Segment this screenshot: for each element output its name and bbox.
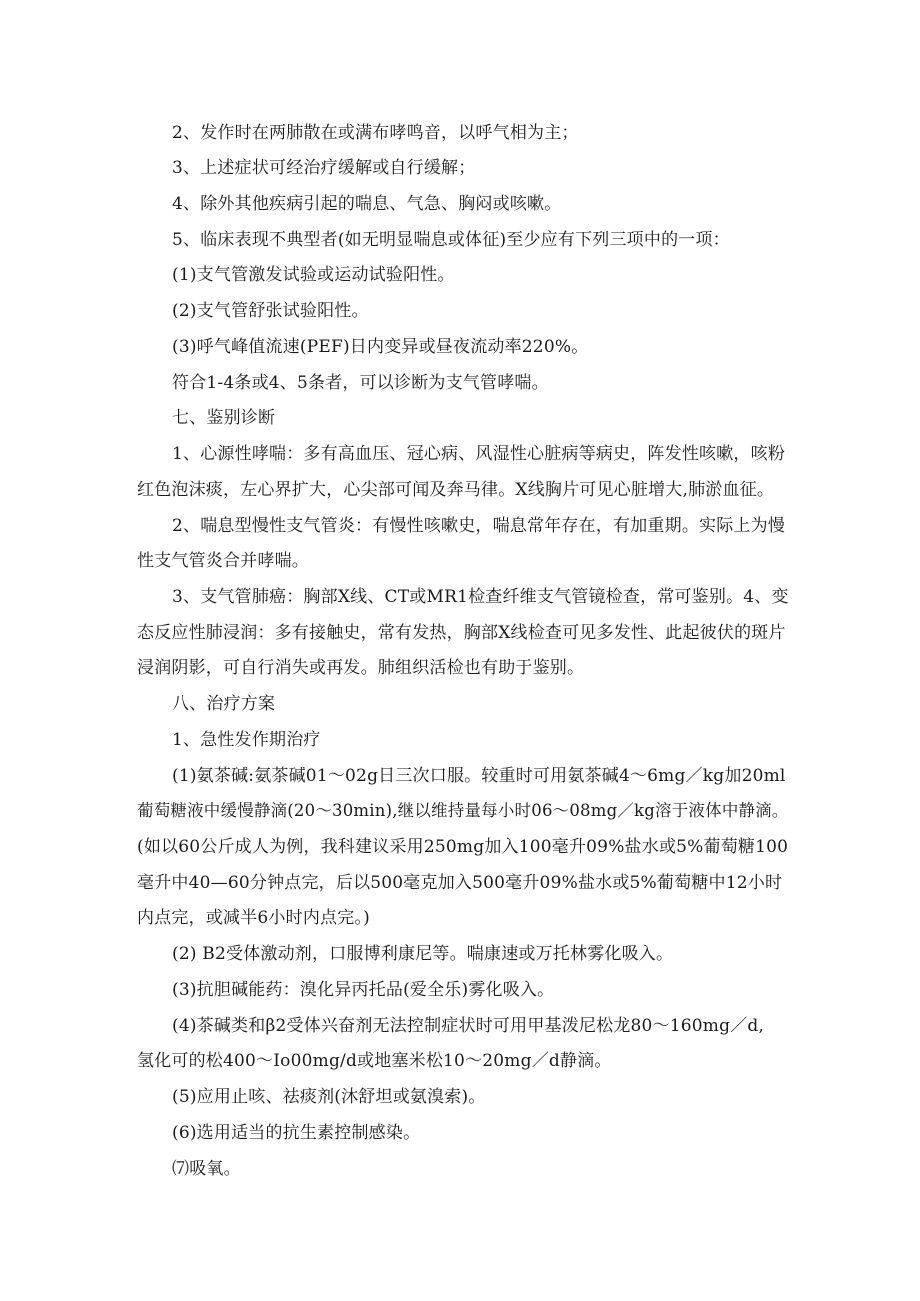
differential-3-line-1: 3、支气管肺癌：胸部X线、CT或MR1检查纤维支气管镜检查，常可鉴别。4、变 <box>172 587 789 607</box>
treatment-7: ⑺吸氧。 <box>172 1159 241 1179</box>
treatment-2: (2) B2受体激动剂，口服博利康尼等。喘康速或万托林雾化吸入。 <box>172 944 674 964</box>
criterion-5: 5、临床表现不典型者(如无明显喘息或体征)至少应有下列三项中的一项： <box>172 230 730 250</box>
criterion-5-item-2: (2)支气管舒张试验阳性。 <box>172 301 369 321</box>
treatment-4-line-1: (4)茶碱类和β2受体兴奋剂无法控制症状时可用甲基泼尼松龙80～160mg／d, <box>172 1016 765 1036</box>
treatment-subheading-acute: 1、急性发作期治疗 <box>172 730 321 750</box>
diagnosis-conclusion: 符合1-4条或4、5条者，可以诊断为支气管哮喘。 <box>172 373 549 393</box>
treatment-1-line-2: 葡萄糖液中缓慢静滴(20～30min),继以维持量每小时06～08mg／kg溶于液体中静滴。 <box>137 801 789 820</box>
treatment-5: (5)应用止咳、祛痰剂(沐舒坦或氨溴索)。 <box>172 1087 486 1107</box>
differential-3-line-3: 浸润阴影，可自行消失或再发。肺组织活检也有助于鉴别。 <box>137 658 585 678</box>
differential-2-line-2: 性支气管炎合并哮喘。 <box>137 551 309 571</box>
treatment-1-line-3: (如以60公斤成人为例，我科建议采用250mg加入100毫升09%盐水或5%葡萄糖100 <box>137 837 789 857</box>
treatment-3: (3)抗胆碱能药：溴化异丙托品(爱全乐)雾化吸入。 <box>172 980 555 1000</box>
differential-1-line-1: 1、心源性哮喘：多有高血压、冠心病、风湿性心脏病等病史，阵发性咳嗽，咳粉 <box>172 444 786 464</box>
differential-1-line-2: 红色泡沫痰，左心界扩大，心尖部可闻及奔马律。X线胸片可见心脏增大,肺淤血征。 <box>137 480 775 500</box>
differential-3-line-2: 态反应性肺浸润：多有接触史，常有发热，胸部X线检查可见多发性、此起彼伏的斑片 <box>137 623 786 643</box>
treatment-6: (6)选用适当的抗生素控制感染。 <box>172 1123 421 1143</box>
criterion-5-item-1: (1)支气管激发试验或运动试验阳性。 <box>172 265 455 285</box>
criterion-5-item-3: (3)呼气峰值流速(PEF)日内变异或昼夜流动率220%。 <box>172 337 589 357</box>
criterion-3: 3、上述症状可经治疗缓解或自行缓解； <box>172 158 476 178</box>
treatment-1-line-5: 内点完，或减半6小时内点完。) <box>137 908 370 928</box>
section-heading-treatment: 八、治疗方案 <box>172 694 276 714</box>
treatment-1-line-4: 毫升中40—60分钟点完，后以500毫克加入500毫升09%盐水或5%葡萄糖中12小时 <box>137 873 783 893</box>
treatment-1-line-1: (1)氨茶碱:氨茶碱01～02g日三次口服。较重时可用氨茶碱4～6mg／kg加20ml <box>172 766 786 786</box>
differential-2-line-1: 2、喘息型慢性支气管炎：有慢性咳嗽史，喘息常年存在，有加重期。实际上为慢 <box>172 516 786 536</box>
criterion-2: 2、发作时在两肺散在或满布哮鸣音，以呼气相为主； <box>172 123 579 143</box>
section-heading-differential: 七、鉴别诊断 <box>172 408 276 428</box>
treatment-4-line-2: 氢化可的松400～Io00mg/d或地塞米松10～20mg／d静滴。 <box>137 1051 612 1071</box>
criterion-4: 4、除外其他疾病引起的喘息、气急、胸闷或咳嗽。 <box>172 194 562 214</box>
